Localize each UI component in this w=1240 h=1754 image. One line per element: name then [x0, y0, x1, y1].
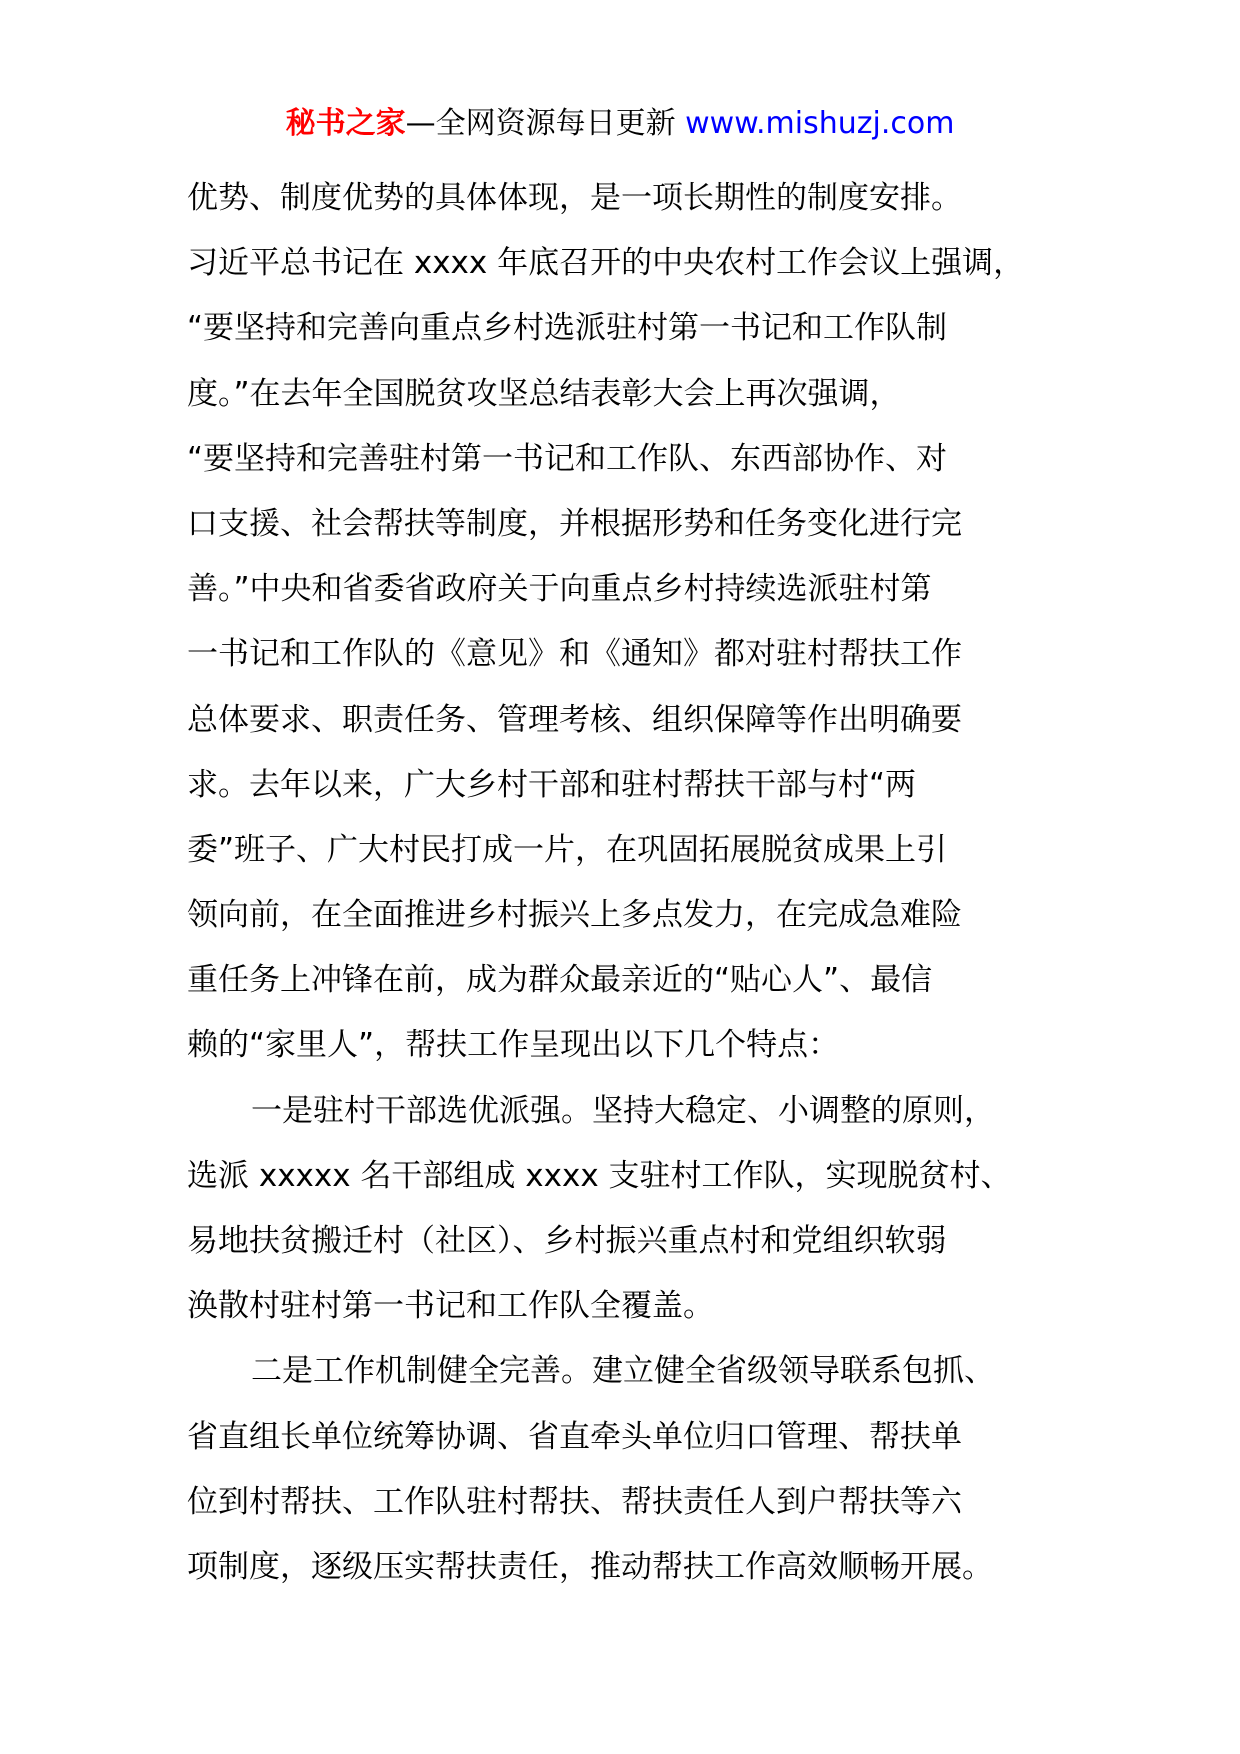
text-line: 口支援、社会帮扶等制度，并根据形势和任务变化进行完	[187, 505, 962, 542]
text-line: 省直组长单位统筹协调、省直牵头单位归口管理、帮扶单	[187, 1418, 962, 1455]
text-line: 度。”在去年全国脱贫攻坚总结表彰大会上再次强调，	[187, 375, 901, 412]
text-line: 位到村帮扶、工作队驻村帮扶、帮扶责任人到户帮扶等六	[187, 1483, 962, 1520]
text-line: 易地扶贫搬迁村（社区）、乡村振兴重点村和党组织软弱	[187, 1223, 947, 1259]
text-line: 一书记和工作队的《意见》和《通知》都对驻村帮扶工作	[187, 636, 962, 673]
text-line: 优势、制度优势的具体体现，是一项长期性的制度安排。	[187, 180, 962, 216]
text-line: 领向前，在全面推进乡村振兴上多点发力，在完成急难险	[187, 897, 962, 934]
text-line: 涣散村驻村第一书记和工作队全覆盖。	[187, 1288, 714, 1325]
text-line: 重任务上冲锋在前，成为群众最亲近的“贴心人”、最信	[187, 962, 933, 999]
paragraph-first-line: 一是驻村干部选优派强。坚持大稳定、小调整的原则，	[251, 1092, 995, 1129]
text-line: 赖的“家里人”，帮扶工作呈现出以下几个特点：	[187, 1027, 840, 1064]
brand-name: 秘书之家	[285, 106, 406, 141]
text-line: 委”班子、广大村民打成一片，在巩固拓展脱贫成果上引	[187, 831, 948, 868]
text-line: 善。”中央和省委省政府关于向重点乡村持续选派驻村第	[187, 571, 932, 608]
text-line: 求。去年以来，广大乡村干部和驻村帮扶干部与村“两	[187, 766, 917, 803]
text-line: 选派 xxxxx 名干部组成 xxxx 支驻村工作队，实现脱贫村、	[187, 1157, 1012, 1194]
text-line: “要坚持和完善驻村第一书记和工作队、东西部协作、对	[187, 440, 948, 477]
header-tagline: —全网资源每日更新	[405, 106, 676, 141]
text-line: 习近平总书记在 xxxx 年底召开的中央农村工作会议上强调，	[187, 245, 1025, 282]
text-line: 总体要求、职责任务、管理考核、组织保障等作出明确要	[187, 701, 962, 738]
document-body	[187, 166, 1087, 1600]
page-header	[0, 100, 1240, 148]
paragraph-first-line: 二是工作机制健全完善。建立健全省级领导联系包抓、	[251, 1353, 995, 1390]
text-line: 项制度，逐级压实帮扶责任，推动帮扶工作高效顺畅开展。	[187, 1548, 993, 1585]
header-url-link[interactable]: www.mishuzj.com	[685, 106, 955, 141]
text-line: “要坚持和完善向重点乡村选派驻村第一书记和工作队制	[187, 310, 948, 347]
